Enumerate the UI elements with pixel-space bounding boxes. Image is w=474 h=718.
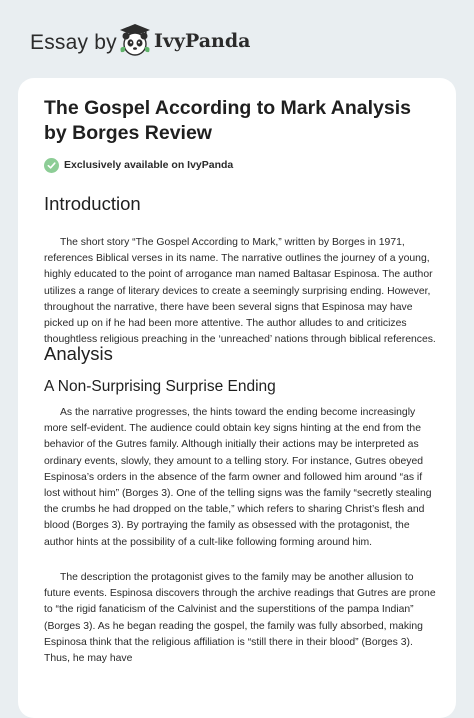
analysis-heading: Analysis — [44, 343, 113, 364]
site-header — [0, 0, 474, 80]
section-subheading: A Non-Surprising Surprise Ending — [44, 378, 276, 395]
badge-text: Exclusively available on IvyPanda — [64, 159, 234, 171]
analysis-paragraph-2: The description the protagonist gives to the family may be another allusion to future events. Espinosa discovers through the archive readings that Gutres are prone to “the rigid fanaticism of the Calvinist and the superstitions of the pampa Indian” (Borges 3). As he began reading the gospel, the family was fully absorbed, making Espinosa think that the religious affiliation is “still there in their blood” (Borges 3). Thus, he may have — [44, 572, 436, 665]
introduction-paragraph: The short story “The Gospel According to Mark,” written by Borges in 1971, references Biblical verses in its name. The narrative outlines the journey of a young, highly educated to the point of arrogance man named Baltasar Espinosa. The author utilizes a range of literary devices to create a seemingly surprising ending. However, throughout the narrative, there have been several signs that Espinosa may have picked up on if he had been more attentive. The author alludes to and criticizes thoughtless religious preaching in the ‘unreached’ nations through biblical references. — [44, 237, 436, 346]
logo-text[interactable]: IvyPanda — [154, 30, 251, 52]
brand-prefix: Essay by — [30, 31, 117, 54]
introduction-heading: Introduction — [44, 193, 141, 214]
ivypanda-mascot-icon[interactable] — [118, 22, 152, 58]
exclusive-badge — [44, 156, 233, 174]
check-circle-icon — [44, 158, 59, 173]
article-title: The Gospel According to Mark Analysis by Borges Review — [44, 97, 411, 144]
analysis-paragraph-1: As the narrative progresses, the hints toward the ending become increasingly more self-evident. The audience could obtain key signs hinting at the end from the behavior of the Gutres family. Although initially their actions may be interpreted as ordinary events, slowly, they amount to a telling story. For instance, Gutres obeyed Espinosa’s orders in the absence of the farm owner and followed him around “as if lost without him” (Borges 3). One of the telling signs was the family “secretly stealing the crumbs he had dropped on the table,” which refers to sharing Christ’s flesh and blood (Borges 3). By portraying the family as obsessed with the protagonist, the author hints at the possibility of a cult-like following forming around him. — [44, 407, 432, 548]
